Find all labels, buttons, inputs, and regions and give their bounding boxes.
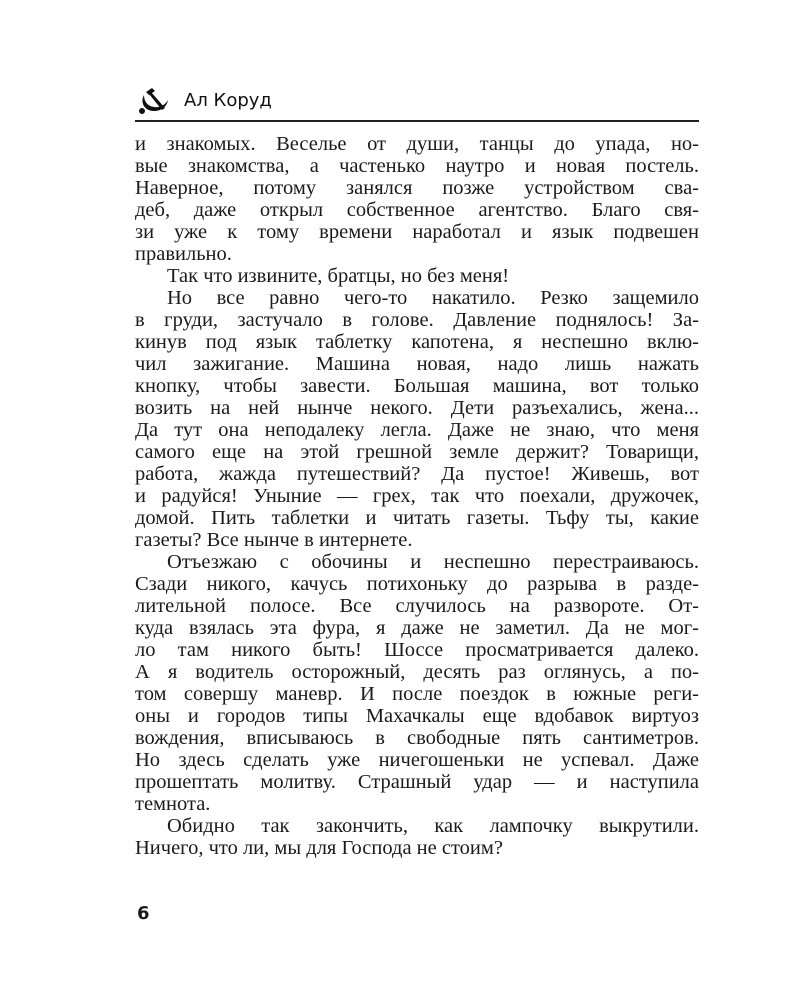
text-line: возить на ней нынче некого. Дети разъехались, жена... bbox=[135, 397, 699, 419]
text-line: том совершу маневр. И после поездок в южные реги- bbox=[135, 683, 699, 705]
header-rule bbox=[135, 120, 699, 122]
text-line: Сзади никого, качусь потихоньку до разрыва в разде- bbox=[135, 573, 699, 595]
text-line: Обидно так закончить, как лампочку выкрутили. bbox=[167, 815, 699, 837]
page-body-text bbox=[135, 133, 699, 859]
text-line: Да тут она неподалеку легла. Даже не знаю, что меня bbox=[135, 419, 699, 441]
hammer-sickle-icon bbox=[138, 86, 172, 114]
text-line: Но все равно чего-то накатило. Резко защемило bbox=[167, 287, 699, 309]
text-line: правильно. bbox=[135, 243, 232, 265]
text-line: работа, жажда путешествий? Да пустое! Живешь, вот bbox=[135, 463, 699, 485]
text-line: Ничего, что ли, мы для Господа не стоим? bbox=[135, 837, 503, 859]
text-line: темнота. bbox=[135, 793, 211, 815]
text-line: деб, даже открыл собственное агентство. Благо свя- bbox=[135, 199, 699, 221]
page-number: 6 bbox=[137, 903, 150, 924]
text-line: и радуйся! Уныние — грех, так что поехали, дружочек, bbox=[135, 485, 699, 507]
text-line: и знакомых. Веселье от души, танцы до упада, но- bbox=[135, 133, 699, 155]
text-line: куда взялась эта фура, я даже не заметил. Да не мог- bbox=[135, 617, 699, 639]
text-line: вые знакомства, а частенько наутро и новая постель. bbox=[135, 155, 699, 177]
text-line: в груди, застучало в голове. Давление поднялось! За- bbox=[135, 309, 699, 331]
text-line: чил зажигание. Машина новая, надо лишь нажать bbox=[135, 353, 699, 375]
text-line: Так что извините, братцы, но без меня! bbox=[167, 265, 510, 287]
text-line: прошептать молитву. Страшный удар — и наступила bbox=[135, 771, 699, 793]
text-line: Наверное, потому занялся позже устройством сва- bbox=[135, 177, 699, 199]
paragraph bbox=[135, 133, 699, 265]
text-line: вождения, вписываюсь в свободные пять сантиметров. bbox=[135, 727, 699, 749]
paragraph bbox=[135, 815, 699, 859]
text-line: газеты? Все нынче в интернете. bbox=[135, 529, 413, 551]
text-line: зи уже к тому времени наработал и язык подвешен bbox=[135, 221, 699, 243]
text-line: домой. Пить таблетки и читать газеты. Тьфу ты, какие bbox=[135, 507, 699, 529]
author-name: Ал Коруд bbox=[184, 89, 272, 111]
text-line: лительной полосе. Все случилось на развороте. От- bbox=[135, 595, 699, 617]
running-header bbox=[138, 86, 272, 114]
text-line: ло там никого быть! Шоссе просматривается далеко. bbox=[135, 639, 699, 661]
text-line: Отъезжаю с обочины и неспешно перестраиваюсь. bbox=[167, 551, 699, 573]
text-line: Но здесь сделать уже ничегошеньки не успевал. Даже bbox=[135, 749, 699, 771]
paragraph bbox=[135, 265, 699, 287]
text-line: оны и городов типы Махачкалы еще вдобавок виртуоз bbox=[135, 705, 699, 727]
text-line: кинув под язык таблетку капотена, я неспешно вклю- bbox=[135, 331, 699, 353]
text-line: самого еще на этой грешной земле держит? Товарищи, bbox=[135, 441, 699, 463]
paragraph bbox=[135, 287, 699, 551]
text-line: А я водитель осторожный, десять раз оглянусь, а по- bbox=[135, 661, 699, 683]
text-line: кнопку, чтобы завести. Большая машина, вот только bbox=[135, 375, 699, 397]
paragraph bbox=[135, 551, 699, 815]
